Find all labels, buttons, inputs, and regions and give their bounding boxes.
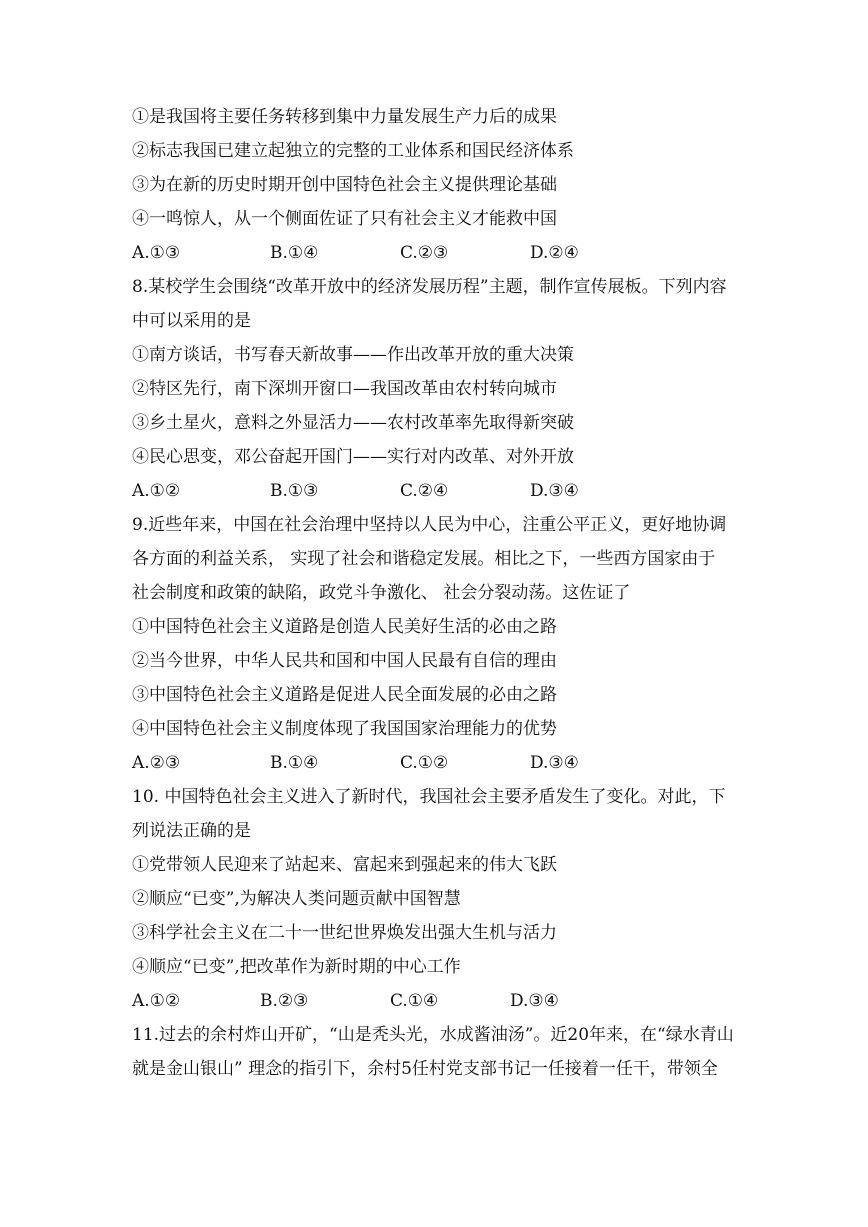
q11-stem-1: 11.过去的余村炸山开矿，“山是秃头光，水成酱油汤”。近20年来，在“绿水青山 [132, 1025, 734, 1045]
q8-option-a: A.①② [132, 481, 181, 501]
q7-option-b: B.①④ [270, 243, 319, 263]
q9-item-1: ①中国特色社会主义道路是创造人民美好生活的必由之路 [132, 617, 557, 637]
q7-option-a: A.①③ [132, 243, 181, 263]
q9-option-d: D.③④ [530, 753, 579, 773]
q7-item-4: ④一鸣惊人，从一个侧面佐证了只有社会主义才能救中国 [132, 209, 557, 229]
q10-item-2: ②顺应“已变”,为解决人类问题贡献中国智慧 [132, 889, 461, 909]
q9-item-4: ④中国特色社会主义制度体现了我国国家治理能力的优势 [132, 719, 557, 739]
q10-item-4: ④顺应“已变”,把改革作为新时期的中心工作 [132, 957, 461, 977]
q8-item-3: ③乡土星火，意料之外显活力——农村改革率先取得新突破 [132, 413, 574, 433]
q8-stem-1: 8.某校学生会围绕“改革开放中的经济发展历程”主题，制作宣传展板。下列内容 [132, 277, 727, 297]
q9-stem-1: 9.近些年来，中国在社会治理中坚持以人民为中心，注重公平正义，更好地协调 [132, 515, 727, 535]
q8-stem-2: 中可以采用的是 [132, 311, 251, 331]
q8-options [132, 480, 732, 502]
q10-option-a: A.①② [132, 991, 181, 1011]
q8-option-c: C.②④ [400, 481, 449, 501]
q8-item-2: ②特区先行，南下深圳开窗口—我国改革由农村转向城市 [132, 379, 557, 399]
q10-options [132, 990, 732, 1012]
q10-option-d: D.③④ [510, 991, 559, 1011]
q7-item-1: ①是我国将主要任务转移到集中力量发展生产力后的成果 [132, 107, 557, 127]
q10-stem-2: 列说法正确的是 [132, 821, 251, 841]
q10-stem-1: 10. 中国特色社会主义进入了新时代，我国社会主要矛盾发生了变化。对此，下 [132, 787, 726, 807]
q8-option-b: B.①③ [270, 481, 319, 501]
q10-item-3: ③科学社会主义在二十一世纪世界焕发出强大生机与活力 [132, 923, 557, 943]
q9-option-c: C.①② [400, 753, 449, 773]
q7-options [132, 242, 732, 264]
q11-stem-2: 就是金山银山” 理念的指引下，余村5任村党支部书记一任接着一任干，带领全 [132, 1059, 718, 1079]
q10-option-b: B.②③ [260, 991, 309, 1011]
q9-stem-2: 各方面的利益关系， 实现了社会和谐稳定发展。相比之下，一些西方国家由于 [132, 549, 716, 569]
q7-option-c: C.②③ [400, 243, 449, 263]
q8-item-4: ④民心思变，邓公奋起开国门——实行对内改革、对外开放 [132, 447, 574, 467]
q9-option-b: B.①④ [270, 753, 319, 773]
q8-item-1: ①南方谈话，书写春天新故事——作出改革开放的重大决策 [132, 345, 574, 365]
q9-option-a: A.②③ [132, 753, 181, 773]
q7-item-2: ②标志我国已建立起独立的完整的工业体系和国民经济体系 [132, 141, 574, 161]
q9-item-3: ③中国特色社会主义道路是促进人民全面发展的必由之路 [132, 685, 557, 705]
q9-options [132, 752, 732, 774]
q9-item-2: ②当今世界，中华人民共和国和中国人民最有自信的理由 [132, 651, 557, 671]
q10-option-c: C.①④ [390, 991, 439, 1011]
q10-item-1: ①党带领人民迎来了站起来、富起来到强起来的伟大飞跃 [132, 855, 557, 875]
q7-item-3: ③为在新的历史时期开创中国特色社会主义提供理论基础 [132, 175, 557, 195]
q9-stem-3: 社会制度和政策的缺陷，政党斗争激化、 社会分裂动荡。这佐证了 [132, 583, 631, 603]
q7-option-d: D.②④ [530, 243, 579, 263]
q8-option-d: D.③④ [530, 481, 579, 501]
